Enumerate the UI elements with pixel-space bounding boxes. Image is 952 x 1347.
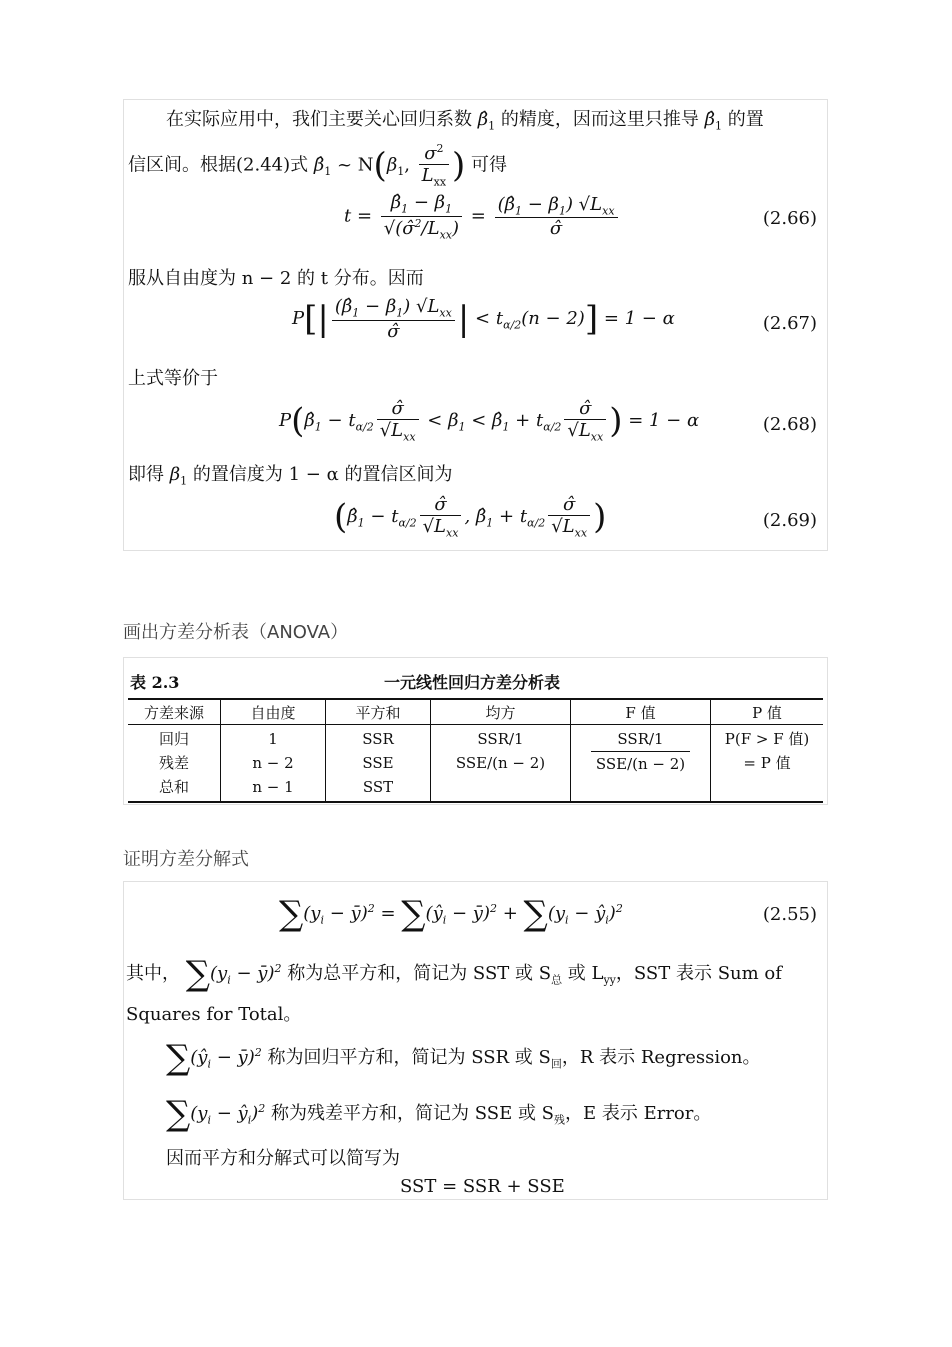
sse-text-b: ，E 表示 Error。 [565,1103,712,1124]
p5-text-b: 的置信度为 1 − α 的置信区间为 [192,464,453,485]
ss-regression: SSR [362,730,394,748]
p-line-2: = P 值 [743,754,791,772]
sse-sub: 残 [554,1113,565,1127]
equation-2-55: $\sum(y_i$ − ȳ)$^2$ = $\sum(ŷ_i$ − ȳ)$^2$ + $\sum(y_i$ − $ŷ_i)^2$ [279,894,623,934]
sse-text-a: 称为残差平方和，简记为 SSE 或 S [271,1103,554,1124]
source-residual: 残差 [158,754,189,772]
sst-sub-yy: yy [603,973,616,987]
equation-number-2-66: (2.66) [762,208,817,229]
p-line-1: P(F > F 值) [724,730,810,748]
sst-text-a: 其中， [126,963,180,984]
ssr-sub: 回 [550,1057,562,1071]
source-regression: 回归 [158,730,189,748]
header-source: 方差来源 [128,699,221,725]
paragraph-5: 即得 $\beta_1$ 的置信度为 1 − α 的置信区间为 [128,464,453,488]
heading-proof: 证明方差分解式 [123,849,249,870]
equation-number-2-55: (2.55) [762,904,817,925]
paragraph-3: 服从自由度为 n − 2 的 t 分布。因而 [128,268,424,289]
ssr-text-a: 称为回归平方和，简记为 SSR 或 S [267,1047,551,1068]
p1-text-b: 的精度，因而这里只推导 [500,109,699,130]
equation-number-2-69: (2.69) [762,510,817,531]
confidence-interval-excerpt [123,99,828,551]
f-numerator: SSR/1 [591,727,690,752]
p-cell [711,725,824,803]
sst-text-b: 称为总平方和，简记为 SST 或 S [287,963,552,984]
ss-total: SST [362,778,394,796]
table-header-row [128,699,823,725]
f-denominator: SSE/(n − 2) [595,755,686,773]
paragraph-ssr: $\sum(ŷ_i$ − ȳ)$^2$ 称为回归平方和，简记为 SSR 或 $S_回$，R 表示 Regression。 [166,1038,761,1078]
p1-text-a: 在实际应用中，我们主要关心回归系数 [166,109,472,130]
equation-2-69: ($\betâ_1 - t_{\alpha/2}$ $\frac{\sigmâ}{√L_{xx}}$ , $\betâ_1 + t_{\alpha/2}$ $\frac{\sigmâ}{√L_{xx}}$ ) [334,494,607,540]
ssr-text-b: ，R 表示 Regression。 [561,1047,761,1068]
source-cell [128,725,221,803]
paragraph-1: 在实际应用中，我们主要关心回归系数 $\betâ_1$ 的精度，因而这里只推导 $\betâ_1$ 的置 [166,109,764,133]
df-regression: 1 [268,730,278,748]
sst-text-d: ，SST 表示 Sum of [615,963,782,984]
source-total: 总和 [158,778,189,796]
anova-table-excerpt [123,657,828,805]
equation-2-66: t = $\frac{\betâ_1 - \beta_1}{√(\sigmâ^2/L_{xx})}$ = $\frac{(\betâ_1 - \beta_1) √L_{xx}}{\sigmâ}$ [344,192,621,241]
header-f: F 值 [571,699,711,725]
df-cell [221,725,326,803]
p2-text-b: 可得 [471,154,508,176]
table-title: 一元线性回归方差分析表 [384,673,561,692]
equation-number-2-68: (2.68) [762,414,817,435]
heading-anova: 画出方差分析表（ANOVA） [123,622,349,643]
header-p: P 值 [711,699,824,725]
equation-sst-sum: SST = SSR + SSE [400,1176,565,1197]
equation-2-67: P[| $\frac{(\betâ_1 - \beta_1) √L_{xx}}{\sigmâ}$ | < $t_{\alpha/2}(n - 2)] = 1 - \alpha$ [292,296,675,342]
paragraph-sst: 其中， $\sum(y_i$ − ȳ)$^2$ 称为总平方和，简记为 SST 或 $S_总$ 或 $L_{yy}$，SST 表示 Sum of [126,954,782,994]
paragraph-simplified: 因而平方和分解式可以简写为 [166,1148,400,1169]
ms-residual: SSE/(n − 2) [455,754,546,772]
anova-table [128,698,823,803]
ss-residual: SSE [362,754,394,772]
df-total: n − 1 [252,778,294,796]
table-row [128,725,823,803]
equation-2-68: $P(\betâ_1 - t_{\alpha/2}$ $\frac{\sigmâ}{√L_{xx}}$ < $\beta_1$ < $\betâ_1 + t_{\alpha/2}$ $\frac{\sigmâ}{√L_{xx}}$ ) = 1 − α [279,398,700,444]
paragraph-sse: $\sum(y_i$ − $ŷ_i)^2$ 称为残差平方和，简记为 SSE 或 $S_残$，E 表示 Error。 [166,1094,712,1134]
ss-cell [326,725,431,803]
variance-decomposition-excerpt [123,881,828,1200]
ms-regression: SSR/1 [477,730,524,748]
header-ms: 均方 [431,699,571,725]
f-cell [571,725,711,803]
paragraph-2: 信区间。根据(2.44)式 $\betâ_1$ ~ $N(\beta_1$, $\frac{\sigma^2}{L_{xx}}$ ) 可得 [128,142,508,189]
sst-text-c: 或 L [562,963,604,984]
equation-number-2-67: (2.67) [762,313,817,334]
header-ss: 平方和 [326,699,431,725]
sst-sub-total: 总 [551,973,563,987]
p2-text-a: 信区间。根据(2.44)式 [128,154,309,176]
paragraph-4: 上式等价于 [128,368,218,389]
table-number: 表 2.3 [130,673,180,692]
p5-text-a: 即得 [128,464,164,485]
df-residual: n − 2 [252,754,294,772]
paragraph-sst-cont: Squares for Total。 [126,1004,302,1025]
p1-text-c: 的置 [727,109,764,130]
header-df: 自由度 [221,699,326,725]
ms-cell [431,725,571,803]
